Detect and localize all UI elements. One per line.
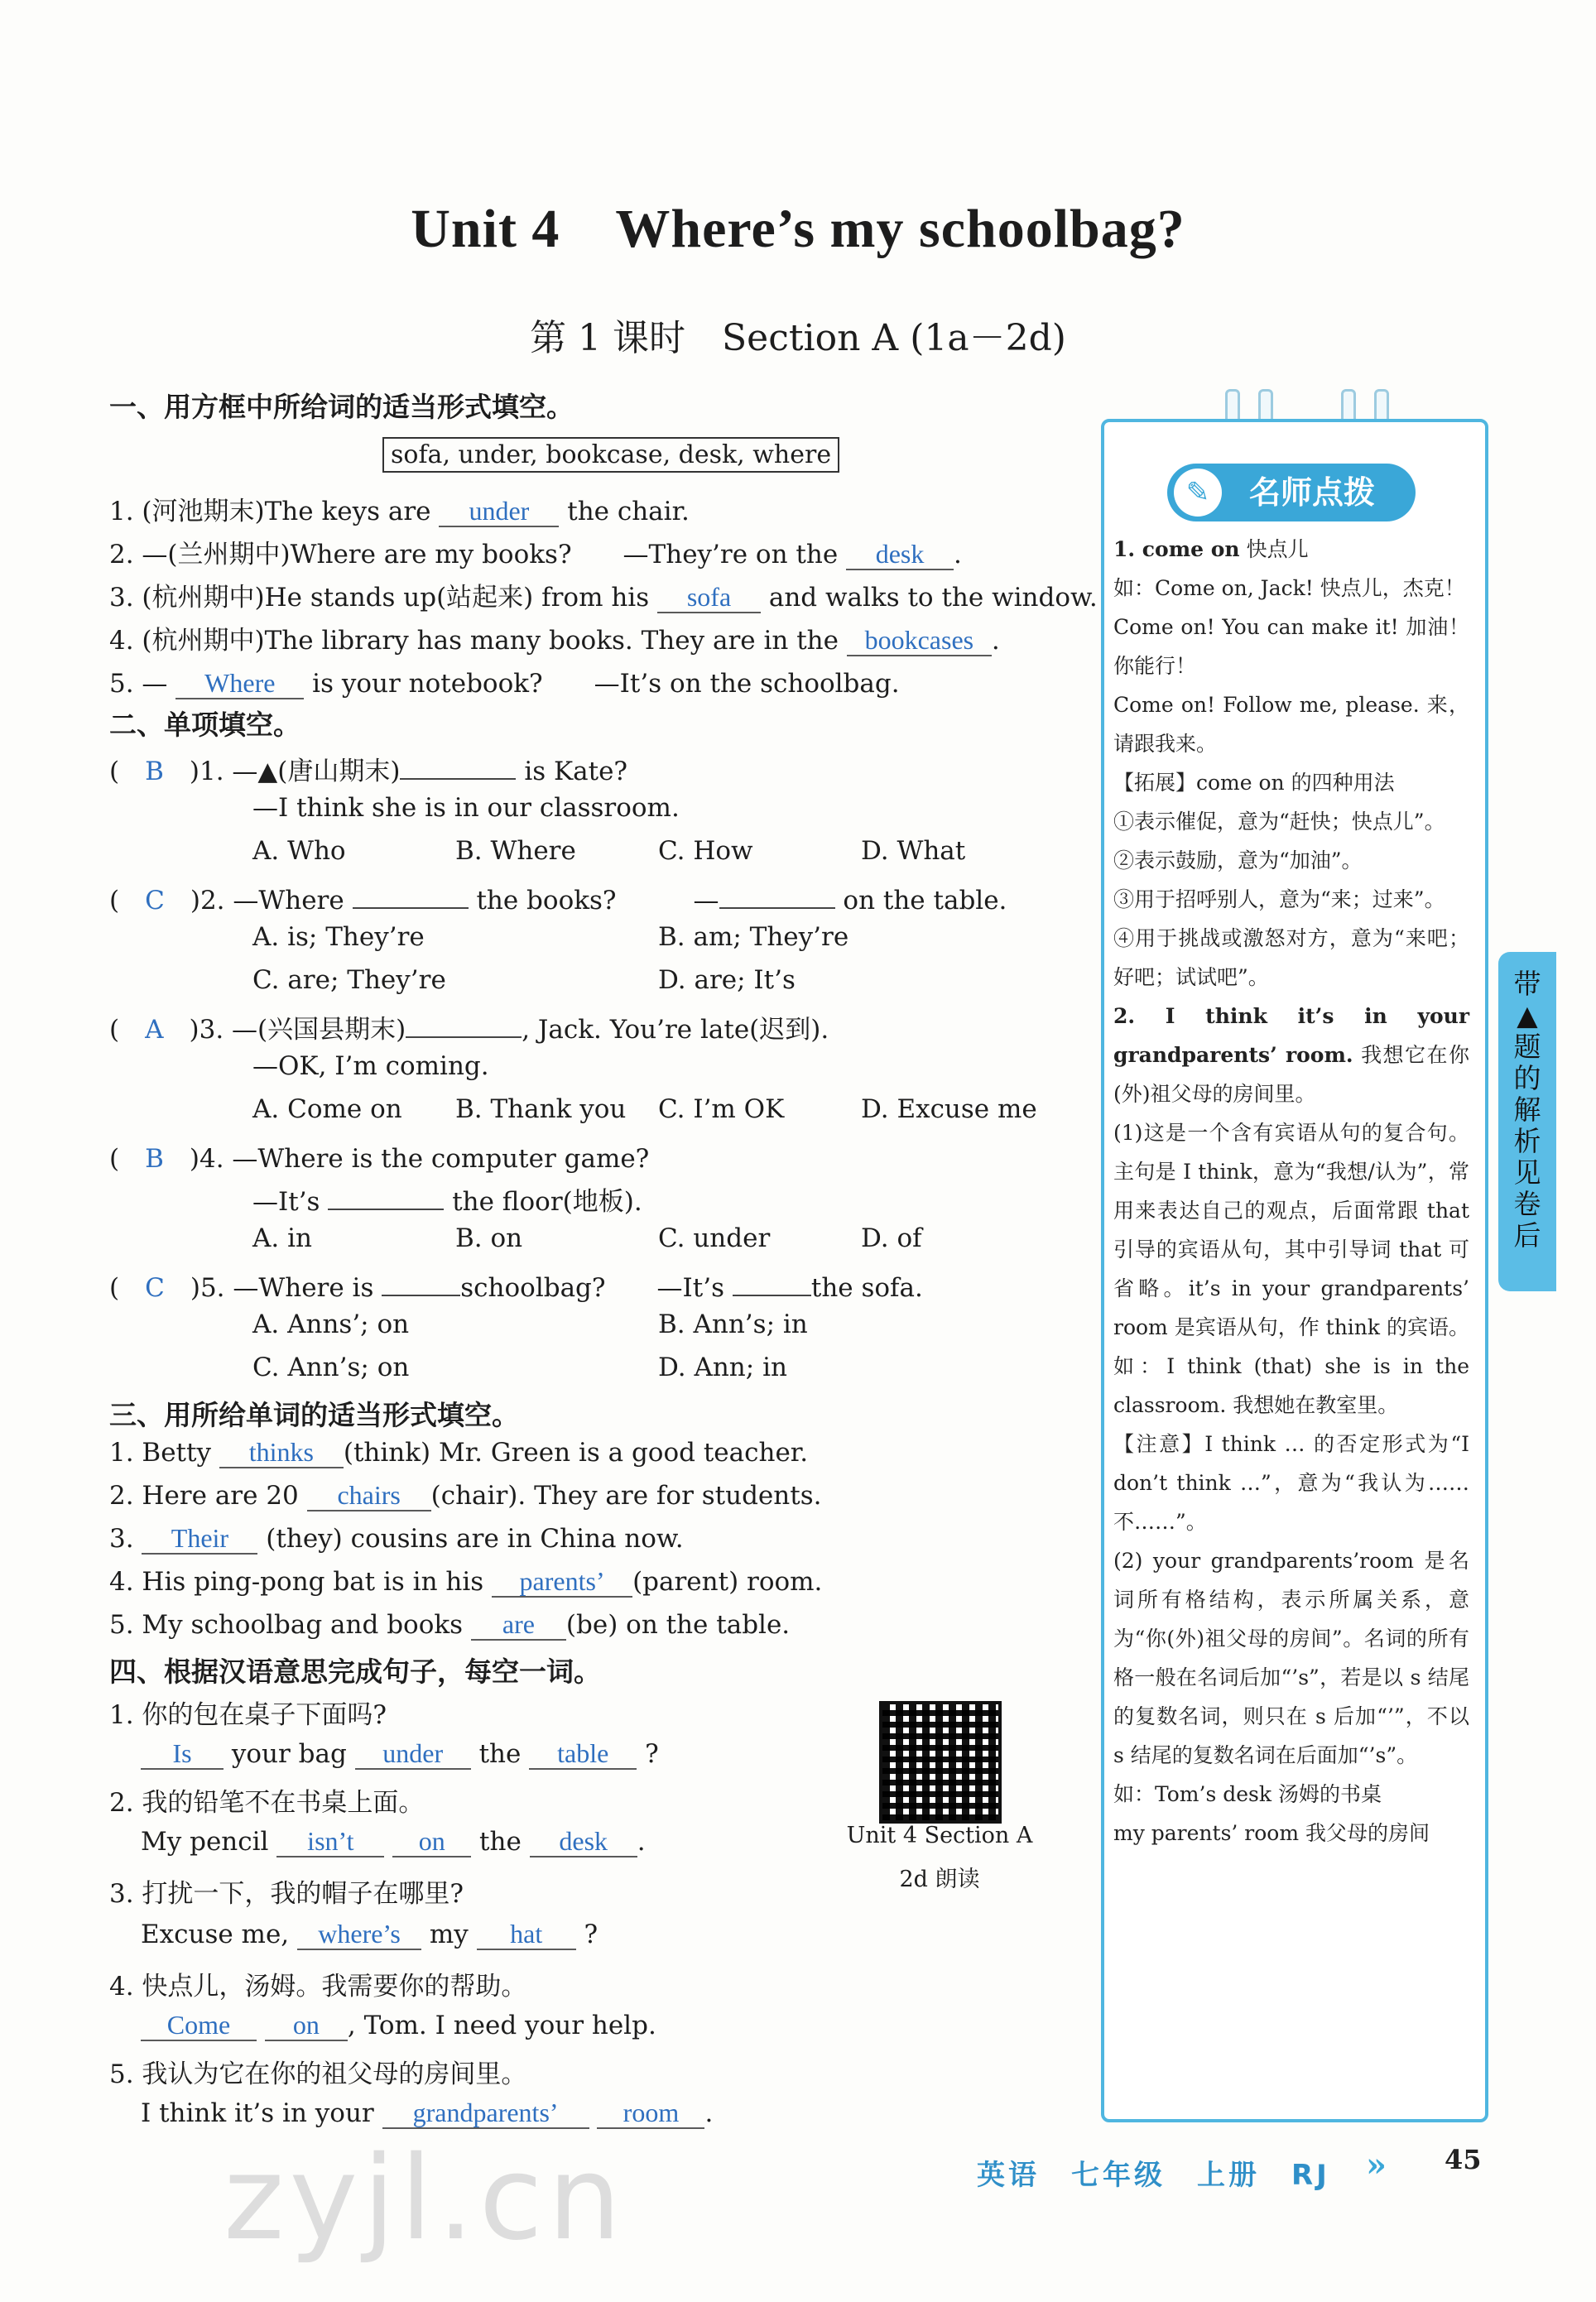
sec4-prompt-1: 1. 你的包在桌子下面吗? [109,1700,387,1730]
option-a: A. is; They’re [252,922,425,952]
mc-answer[interactable]: B [145,1144,164,1174]
answer-blank[interactable]: are [471,1609,566,1641]
sec4-answer-5: I think it’s in your grandparents’ room . [141,2098,714,2128]
qr-code-image[interactable] [879,1701,1002,1824]
section-2-heading: 二、单项填空。 [109,709,300,741]
mc-answer[interactable]: A [145,1015,164,1045]
sec1-item-4: 4. (杭州期中)The library has many books. They are in the bookcases . [109,625,1000,656]
section-3-heading: 三、用所给单词的适当形式填空。 [109,1399,519,1431]
answer-blank[interactable]: sofa [657,582,761,613]
tips-paragraph: ③用于招呼别人，意为“来；过来”。 [1113,887,1445,911]
tips-panel-body [1113,530,1469,1853]
sec4-prompt-5: 5. 我认为它在你的祖父母的房间里。 [109,2059,527,2089]
mc-question-3-reply: —OK, I’m coming. [252,1051,489,1081]
sec3-item-2: 2. Here are 20 chairs (chair). They are for students. [109,1480,822,1511]
tips-paragraph: 【注意】I think … 的否定形式为“I don’t think …”，意为“我认为……不……”。 [1113,1432,1469,1534]
option-d: D. are; It’s [658,965,796,995]
sec3-item-5: 5. My schoolbag and books are (be) on the table. [109,1609,791,1640]
answer-blank[interactable]: room [597,2098,704,2129]
option-d: D. Ann; in [658,1353,787,1382]
option-d: D. Excuse me [861,1094,1037,1124]
answer-blank[interactable]: hat [477,1919,576,1950]
section-1-heading: 一、用方框中所给词的适当形式填空。 [109,391,574,423]
sec4-answer-1: Is your bag under the table ? [141,1738,659,1770]
answer-blank[interactable]: table [529,1738,637,1770]
option-b: B. Ann’s; in [658,1310,808,1339]
tips-paragraph: 1. come on 快点儿 [1113,537,1309,561]
section-4-heading: 四、根据汉语意思完成句子，每空一词。 [109,1656,601,1688]
option-b: B. Where [455,836,576,866]
sec1-item-5: 5. — Where is your notebook? —It’s on the schoolbag. [109,668,900,699]
answer-blank[interactable]: under [355,1738,471,1770]
tips-paragraph: ①表示催促，意为“赶快；快点儿”。 [1113,810,1445,834]
page-number: 45 [1445,2144,1482,2175]
tips-paragraph: ②表示鼓励，意为“加油”。 [1113,848,1363,872]
option-a: A. in [252,1223,312,1253]
tips-panel-heading: 名师点拨 [1167,464,1416,521]
option-b: B. am; They’re [658,922,849,952]
answer-blank[interactable]: parents’ [492,1566,632,1598]
sec4-prompt-4: 4. 快点儿，汤姆。我需要你的帮助。 [109,1972,527,2002]
qr-caption-line-1: Unit 4 Section A [846,1823,1033,1848]
sec3-item-3: 3. Their (they) cousins are in China now. [109,1523,684,1554]
tips-paragraph: Come on! You can make it! 加油！你能行！ [1113,615,1469,678]
answer-blank[interactable]: where’s [297,1919,421,1950]
tips-paragraph: (1)这是一个含有宾语从句的复合句。主句是 I think，意为“我想/认为”，常用来表达自己的观点，后面常跟 that 引导的宾语从句，其中引导词 that 可省略。it’s in your grandparents’ room 是宾语从句，作 think 的宾语。 [1113,1121,1469,1339]
mc-answer[interactable]: C [145,1273,165,1303]
answer-blank[interactable]: chairs [307,1480,431,1511]
answer-blank[interactable]: on [392,1826,471,1857]
sec1-item-1: 1. (河池期末)The keys are under the chair. [109,496,690,526]
sec1-item-2: 2. —(兰州期中)Where are my books? —They’re on the desk . [109,539,962,569]
tips-paragraph: 2. I think it’s in your grandparents’ room. 我想它在你(外)祖父母的房间里。 [1113,1004,1469,1106]
mc-question-4: ( B )4. —Where is the computer game? [109,1144,650,1174]
sec4-prompt-2: 2. 我的铅笔不在书桌上面。 [109,1788,425,1818]
answer-blank[interactable]: desk [530,1826,637,1857]
option-d: D. of [861,1223,922,1253]
mc-question-1: ( B )1. —▲(唐山期末) is Kate? [109,750,627,787]
answer-blank[interactable]: bookcases [847,625,992,656]
option-a: A. Come on [252,1094,402,1124]
answer-blank[interactable]: Their [142,1523,257,1555]
mc-question-2: ( C )2. —Where the books? — on the table. [109,879,1007,916]
option-a: A. Anns’; on [252,1310,410,1339]
side-tab-note [1498,952,1556,1291]
mc-question-4-reply: —It’s the floor(地板). [252,1180,642,1218]
answer-blank[interactable]: thinks [219,1437,344,1468]
sec4-answer-3: Excuse me, where’s my hat ? [141,1919,598,1949]
answer-blank[interactable]: desk [846,539,954,570]
answer-blank[interactable]: Come [141,2010,257,2041]
tips-paragraph: 如：Tom’s desk 汤姆的书桌 [1113,1782,1382,1806]
option-c: C. How [658,836,753,866]
tips-paragraph: ④用于挑战或激怒对方，意为“来吧；好吧；试试吧”。 [1113,926,1469,989]
tips-paragraph: (2) your grandparents’room 是名词所有格结构，表示所属关系，意为“你(外)祖父母的房间”。名词的所有格一般在名词后加“’s”，若是以 s 结尾的复数名词，则只在 s 后加“’”，不以 s 结尾的复数名词在后面加“’s”。 [1113,1549,1469,1767]
answer-blank[interactable]: isn’t [276,1826,384,1857]
sec3-item-1: 1. Betty thinks (think) Mr. Green is a good teacher. [109,1437,809,1468]
sec4-answer-2: My pencil isn’t on the desk . [141,1826,646,1857]
mc-question-5: ( C )5. —Where is schoolbag? —It’s the sofa. [109,1266,923,1304]
option-c: C. under [658,1223,771,1253]
mc-question-1-reply: —I think she is in our classroom. [252,793,680,823]
option-c: C. Ann’s; on [252,1353,410,1382]
option-a: A. Who [252,836,346,866]
tips-paragraph: 如：Come on, Jack! 快点儿，杰克！ [1113,576,1465,600]
mc-question-3: ( A )3. —(兴国县期末) , Jack. You’re late(迟到). [109,1008,829,1045]
answer-blank[interactable]: on [265,2010,348,2041]
sec1-item-3: 3. (杭州期中)He stands up(站起来) from his sofa and walks to the window. [109,582,1098,613]
tips-paragraph: 【拓展】come on 的四种用法 [1113,771,1395,795]
option-b: B. Thank you [455,1094,627,1124]
answer-blank[interactable]: Is [141,1738,224,1770]
footer-label: 英语 七年级 上册 RJ [977,2159,1330,2192]
option-d: D. What [861,836,966,866]
mc-answer[interactable]: C [145,886,165,916]
watermark: zyjl.cn [224,2131,627,2266]
answer-blank[interactable]: grandparents’ [382,2098,589,2129]
chevron-right-icon: » [1366,2146,1387,2184]
option-c: C. I’m OK [658,1094,785,1124]
side-tab-text: 带 ▲ 题 的 解 析 见 卷 后 [1513,968,1541,1252]
sec4-answer-4: Come on , Tom. I need your help. [141,2010,656,2041]
word-box: sofa, under, bookcase, desk, where [382,437,839,473]
lesson-subtitle: 第 1 课时 Section A (1a－2d) [530,317,1066,359]
tips-paragraph: my parents’ room 我父母的房间 [1113,1821,1430,1845]
sec4-prompt-3: 3. 打扰一下，我的帽子在哪里? [109,1879,464,1909]
tips-paragraph: Come on! Follow me, please. 来，请跟我来。 [1113,693,1469,756]
mc-answer[interactable]: B [145,757,164,786]
qr-caption-line-2: 2d 朗读 [899,1867,980,1892]
option-c: C. are; They’re [252,965,446,995]
answer-blank[interactable]: Where [175,668,304,699]
pen-icon: ✎ [1174,469,1222,517]
sec3-item-4: 4. His ping-pong bat is in his parents’ (parent) room. [109,1566,823,1597]
answer-blank[interactable]: under [439,496,559,527]
page-title: Unit 4 Where’s my schoolbag? [411,199,1185,259]
tips-paragraph: 如：I think (that) she is in the classroom. 我想她在教室里。 [1113,1354,1469,1417]
option-b: B. on [455,1223,523,1253]
